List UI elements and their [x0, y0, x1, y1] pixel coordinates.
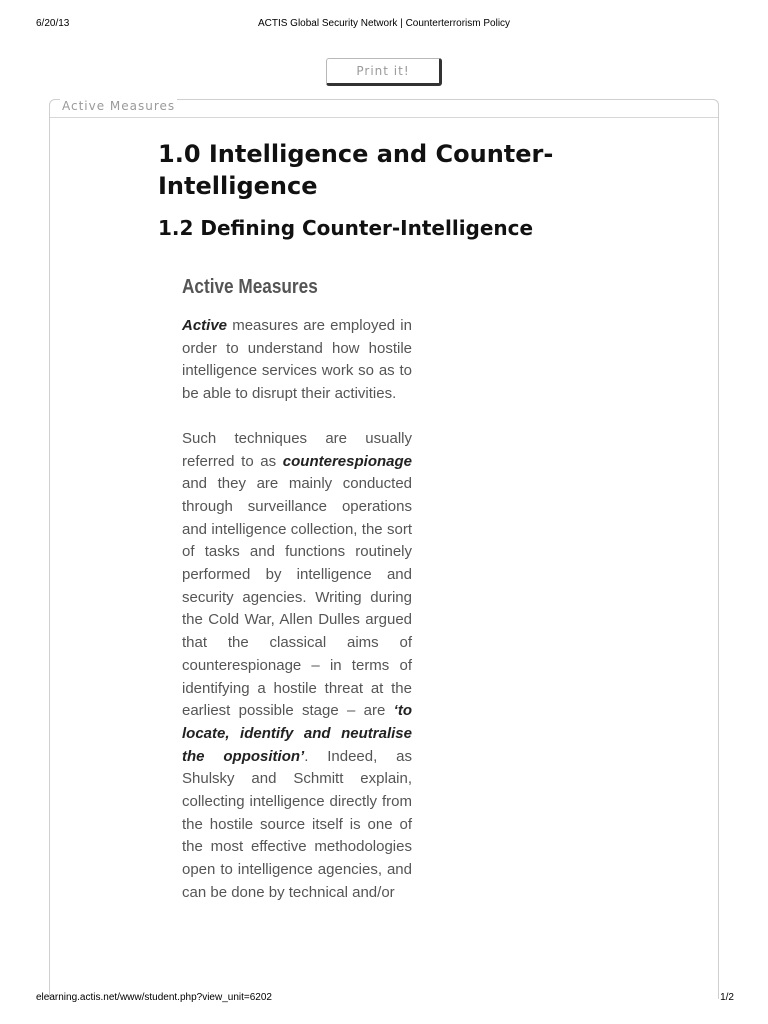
paragraph-1-text: measures are employed in order to understand how hostile intelligence services work so as to be able to disrupt their activities. — [182, 317, 412, 403]
paragraph-2-text-2: and they are mainly conducted through surveillance operations and intelligence collection, the sort of tasks and functions routinely performed by intelligence and security agencies. Writing during the Cold War, Allen Dulles argued that the classical aims of counterespionage – in terms of identifying a hostile threat at the earliest possible stage – are — [182, 475, 412, 720]
paragraph-1-lead: Active — [182, 317, 228, 334]
print-page-number: 1/2 — [720, 992, 734, 1003]
paragraph-2-term: counterespionage — [282, 452, 412, 470]
print-date: 6/20/13 — [36, 18, 70, 29]
paragraph-2-text-1: Such techniques are usually referred to as — [182, 429, 412, 470]
print-header — [0, 18, 768, 32]
paragraph-1 — [182, 315, 412, 406]
paragraph-2-quote: ‘to locate, identify and neutralise the opposition’ — [182, 702, 412, 765]
paragraph-2 — [182, 428, 412, 905]
article-body — [182, 315, 412, 927]
subsection-heading: Active Measures — [182, 276, 318, 298]
panel-title: Active Measures — [62, 99, 176, 113]
content-panel — [49, 99, 719, 999]
print-it-button[interactable]: Print it! — [326, 58, 442, 86]
section-heading: 1.2 Defining Counter-Intelligence — [158, 216, 534, 240]
print-document-title: ACTIS Global Security Network | Counterterrorism Policy — [257, 18, 511, 29]
print-url: elearning.actis.net/www/student.php?view_unit=6202 — [36, 992, 272, 1003]
paragraph-2-text-3: . Indeed, as Shulsky and Schmitt explain, collecting intelligence directly from the hostile source itself is one of the most effective methodologies open to intelligence agencies, and can be done by technical and/or — [182, 747, 412, 901]
print-footer — [0, 992, 768, 1006]
panel-divider — [50, 117, 718, 118]
page-heading: 1.0 Intelligence and Counter-Intelligence — [158, 140, 554, 200]
